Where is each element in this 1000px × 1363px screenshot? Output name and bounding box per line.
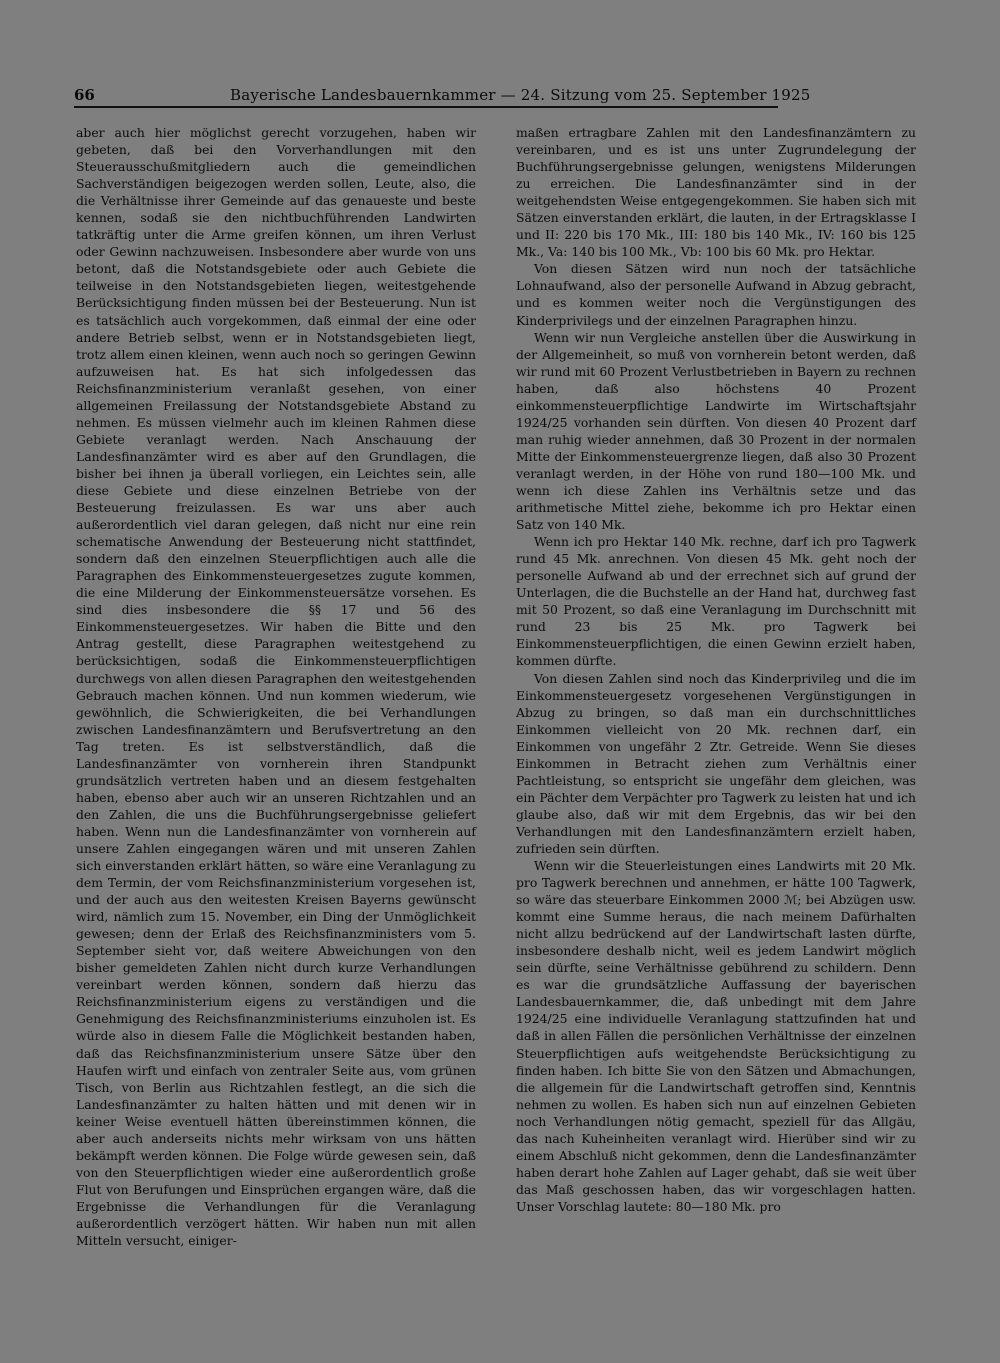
running-header bbox=[74, 84, 811, 108]
right-column bbox=[516, 124, 916, 1215]
page-number: 66 bbox=[74, 86, 95, 104]
paragraph: aber auch hier möglichst gerecht vorzugehen, haben wir gebeten, daß bei den Vorverhandlungen mit den Steuerausschußmitgliedern auch die gemeindlichen Sachverständigen beigezogen werden sollen, Leute, also, die die Verhältnisse ihrer Gemeinde auf das genaueste und beste kennen, sodaß sie den nichtbuchführenden Landwirten tatkräftig unter die Arme greifen können, um ihren Verlust oder Gewinn nachzuweisen. Insbesondere aber wurde von uns betont, daß die Notstandsgebiete oder auch Gebiete die teilweise in den Notstandsgebieten liegen, weitestgehende Berücksichtigung finden müssen bei der Besteuerung. Nun ist es tatsächlich auch vorgekommen, daß einmal der eine oder andere Betrieb selbst, wenn er in Notstandsgebieten liegt, trotz allem einen kleinen, wenn auch noch so geringen Gewinn aufzuweisen hat. Es hat sich infolgedessen das Reichsfinanzministerium veranlaßt gesehen, von einer allgemeinen Freilassung der Notstandsgebiete Abstand zu nehmen. Es müssen vielmehr auch im kleinen Rahmen diese Gebiete veranlagt werden. Nach Anschauung der Landesfinanzämter wird es aber auf den Grundlagen, die bisher bei ihnen ja überall vorliegen, ein Leichtes sein, alle diese Gebiete und diese einzelnen Betriebe von der Besteuerung freizulassen. Es war uns aber auch außerordentlich viel daran gelegen, daß nicht nur eine rein schematische Anwendung der Besteuerung nicht stattfindet, sondern daß den einzelnen Steuerpflichtigen auch alle die Paragraphen des Einkommensteuergesetzes zugute kommen, die eine Milderung der Einkommensteuersätze vorsehen. Es sind dies insbesondere die §§ 17 und 56 des Einkommensteuergesetzes. Wir haben die Bitte und den Antrag gestellt, diese Paragraphen weitestgehend zu berücksichtigen, sodaß die Einkommensteuerpflichtigen durchwegs von allen diesen Paragraphen den weitestgehenden Gebrauch machen können. Und nun kommen wiederum, wie gewöhnlich, die Schwierigkeiten, die bei Verhandlungen zwischen Landesfinanzämtern und Berufsvertretung an den Tag treten. Es ist selbstverständlich, daß die Landesfinanzämter von vornherein ihren Standpunkt grundsätzlich vertreten haben und an diesem festgehalten haben, ebenso aber auch wir an unseren Richtzahlen und an den Zahlen, die uns die Buchführungsergebnisse geliefert haben. Wenn nun die Landesfinanzämter von vornherein auf unsere Zahlen eingegangen wären und mit unseren Zahlen sich einverstanden erklärt hätten, so wäre eine Veranlagung zu dem Termin, der vom Reichsfinanzministerium vorgesehen ist, und der auch aus den weitesten Kreisen Bayerns gewünscht wird, nämlich zum 15. November, ein Ding der Unmöglichkeit gewesen; denn der Erlaß des Reichsfinanzministers vom 5. September sieht vor, daß weitere Abweichungen von den bisher gemeldeten Zahlen nicht durch kurze Verhandlungen vereinbart werden können, sondern daß hierzu das Reichsfinanzministerium eigens zu verständigen und die Genehmigung des Reichsfinanzministeriums einzuholen ist. Es würde also in diesem Falle die Möglichkeit bestanden haben, daß das Reichsfinanzministerium unsere Sätze über den Haufen wirft und einfach von zentraler Seite aus, vom grünen Tisch, von Berlin aus Richtzahlen festlegt, an die sich die Landesfinanzämter zu halten hätten und mit denen wir in keiner Weise eventuell hätten übereinstimmen können, die aber auch anderseits nichts mehr wirksam von uns hätten bekämpft werden können. Die Folge würde gewesen sein, daß von den Steuerpflichtigen wieder eine außerordentlich große Flut von Berufungen und Einsprüchen ergangen wäre, daß die Ergebnisse die Verhandlungen für die Veranlagung außerordentlich verzögert hätten. Wir haben nun mit allen Mitteln versucht, einiger- bbox=[76, 125, 476, 1249]
paragraph: Wenn wir die Steuerleistungen eines Landwirts mit 20 Mk. pro Tagwerk berechnen und annehmen, er hätte 100 Tagwerk, so wäre das steuerbare Einkommen 2000 ℳ; bei Abzügen usw. kommt eine Summe heraus, die nach meinem Dafürhalten nicht allzu bedrückend auf der Landwirtschaft lasten dürfte, insbesondere deshalb nicht, weil es jedem Landwirt möglich sein dürfte, seine Verhältnisse gebührend zu schildern. Denn es war die grundsätzliche Auffassung der bayerischen Landesbauernkammer, die, daß unbedingt mit dem Jahre 1924/25 eine individuelle Veranlagung stattzufinden hat und daß in allen Fällen die persönlichen Verhältnisse der einzelnen Steuerpflichtigen aufs weitgehendste Berücksichtigung zu finden haben. Ich bitte Sie von den Sätzen und Abmachungen, die allgemein für die Landwirtschaft getroffen sind, Kenntnis nehmen zu wollen. Es haben sich nun auf einzelnen Gebieten noch Verhandlungen nötig gemacht, speziell für das Allgäu, das nach Kuheinheiten veranlagt wird. Hierüber sind wir zu einem Abschluß nicht gekommen, denn die Landesfinanzämter haben derart hohe Zahlen auf Lager gehabt, daß sie weit über das Maß geschossen haben, das wir vorgeschlagen hatten. Unser Vorschlag lautete: 80—180 Mk. pro bbox=[516, 858, 916, 1214]
left-column bbox=[76, 124, 476, 1249]
paragraph: Von diesen Zahlen sind noch das Kinderprivileg und die im Einkommensteuergesetz vorgesehenen Vergünstigungen in Abzug zu bringen, so daß man ein durchschnittliches Einkommen vielleicht von 20 Mk. rechnen darf, ein Einkommen von ungefähr 2 Ztr. Getreide. Wenn Sie dieses Einkommen in Betracht ziehen zum Verhältnis einer Pachtleistung, so entspricht sie ungefähr dem gleichen, was ein Pächter dem Verpächter pro Tagwerk zu leisten hat und ich glaube also, daß wir mit dem Ergebnis, das wir bei den Verhandlungen mit den Landesfinanzämtern erzielt haben, zufrieden sein dürften. bbox=[516, 670, 916, 856]
paragraph: Wenn wir nun Vergleiche anstellen über die Auswirkung in der Allgemeinheit, so muß von vornherein betont werden, daß wir rund mit 60 Prozent Verlustbetrieben in Bayern zu rechnen haben, daß also höchstens 40 Prozent einkommensteuerpflichtige Landwirte im Wirtschaftsjahr 1924/25 vorhanden sein dürften. Von diesen 40 Prozent darf man ruhig wieder annehmen, daß 30 Prozent in der normalen Mitte der Einkommensteuergrenze liegen, daß also 30 Prozent veranlagt werden, in der Höhe von rund 180—100 Mk. und wenn ich diese Zahlen ins Verhältnis setze und das arithmetische Mittel ziehe, bekomme ich pro Hektar einen Satz von 140 Mk. bbox=[516, 329, 916, 533]
paragraph: Von diesen Sätzen wird nun noch der tatsächliche Lohnaufwand, also der personelle Aufwand in Abzug gebracht, und es kommen weiter noch die Vergünstigungen des Kinderprivilegs und der einzelnen Paragraphen hinzu. bbox=[516, 261, 916, 328]
paragraph: maßen ertragbare Zahlen mit den Landesfinanzämtern zu vereinbaren, und es ist uns unter Zugrundelegung der Buchführungsergebnisse gelungen, wenigstens Milderungen zu erreichen. Die Landesfinanzämter sind in der weitgehendsten Weise entgegengekommen. Sie haben sich mit Sätzen einverstanden erklärt, die lauten, in der Ertragsklasse I und II: 220 bis 170 Mk., III: 180 bis 140 Mk., IV: 160 bis 125 Mk., Va: 140 bis 100 Mk., Vb: 100 bis 60 Mk. pro Hektar. bbox=[516, 125, 916, 260]
running-title: Bayerische Landesbauernkammer — 24. Sitzung vom 25. September 1925 bbox=[230, 86, 811, 104]
paragraph: Wenn ich pro Hektar 140 Mk. rechne, darf ich pro Tagwerk rund 45 Mk. anrechnen. Von diesen 45 Mk. geht noch der personelle Aufwand ab und der errechnet sich auf grund der Unterlagen, die die Buchstelle an der Hand hat, durchweg fast mit 50 Prozent, so daß eine Veranlagung im Durchschnitt mit rund 23 bis 25 Mk. pro Tagwerk bei Einkommensteuerpflichtigen, die einen Gewinn erzielt haben, kommen dürfte. bbox=[516, 534, 916, 669]
